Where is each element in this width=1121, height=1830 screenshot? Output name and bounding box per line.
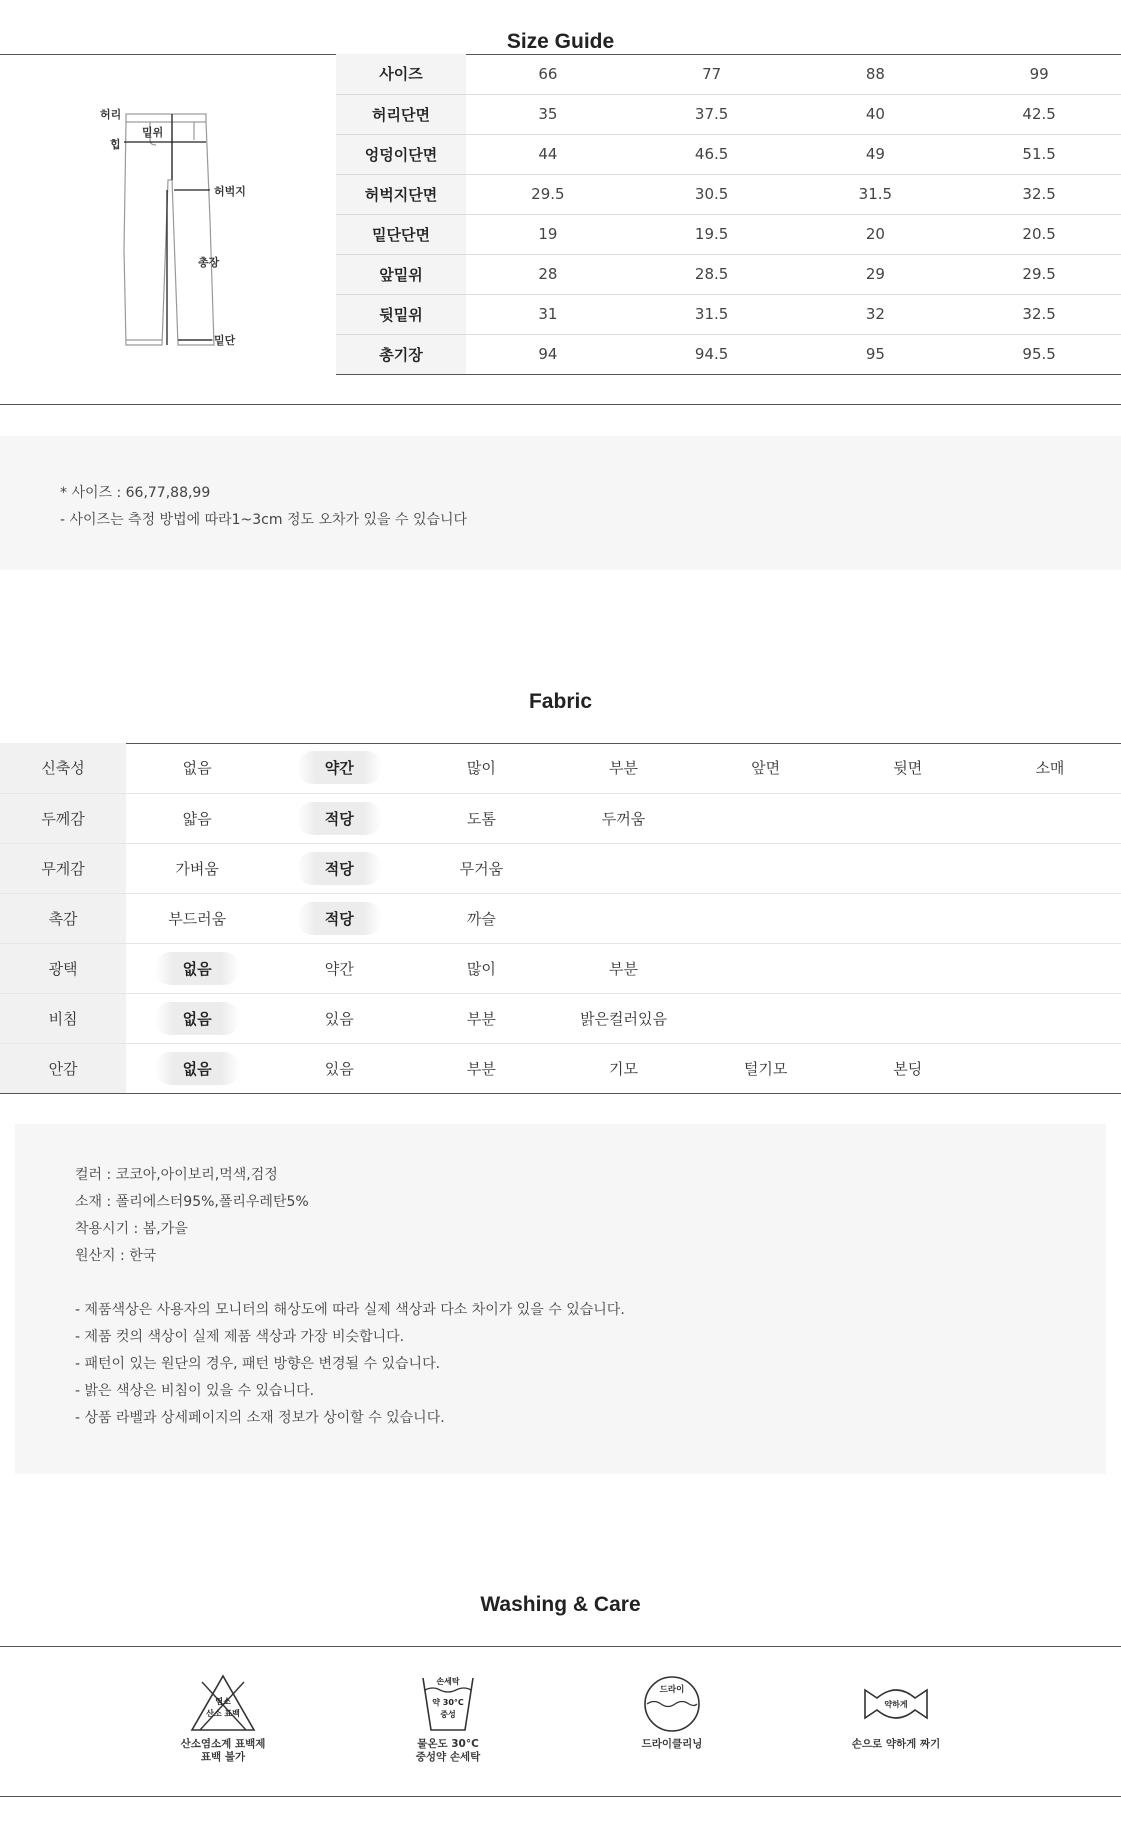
size-notes [0, 436, 1121, 570]
size-cell: 28 [466, 254, 630, 294]
fabric-row [0, 743, 1121, 793]
fabric-option [837, 1043, 979, 1093]
diagram-label-hem: 밑단 [214, 334, 236, 347]
fabric-option-label: 약간 [297, 751, 382, 784]
fabric-option-label: 소매 [1035, 759, 1065, 778]
fabric-option [268, 943, 410, 993]
size-cell: 32.5 [957, 294, 1121, 334]
fabric-row-label: 두께감 [0, 793, 126, 843]
size-row-label: 밑단단면 [336, 214, 466, 254]
diagram-label-hip: 힙 [110, 138, 121, 151]
size-cell: 49 [794, 134, 958, 174]
fabric-option [552, 893, 694, 943]
care-item-gentle-wring [806, 1672, 986, 1751]
fabric-option [837, 993, 979, 1043]
size-cell: 44 [466, 134, 630, 174]
size-table-row [336, 214, 1121, 254]
size-row-label: 엉덩이단면 [336, 134, 466, 174]
size-cell: 95 [794, 334, 958, 374]
size-cell: 29 [794, 254, 958, 294]
size-table [336, 54, 1121, 375]
care-caption-line: 물온도 30°C [417, 1738, 479, 1750]
care-caption-line: 산소염소계 표백제 [180, 1738, 266, 1750]
product-info [15, 1124, 1106, 1474]
size-cell: 28.5 [630, 254, 794, 294]
fabric-option [552, 1043, 694, 1093]
size-cell: 19 [466, 214, 630, 254]
fabric-option-selected [268, 793, 410, 843]
fabric-option [552, 943, 694, 993]
size-cell: 32 [794, 294, 958, 334]
size-table-row [336, 174, 1121, 214]
fabric-option-label: 부드러움 [168, 909, 227, 928]
dry-clean-icon [637, 1672, 707, 1734]
fabric-option-label: 있음 [324, 1009, 354, 1028]
size-cell: 31.5 [630, 294, 794, 334]
size-table-row [336, 94, 1121, 134]
size-cell: 40 [794, 94, 958, 134]
size-cell: 99 [957, 54, 1121, 94]
size-cell: 30.5 [630, 174, 794, 214]
fabric-option-label: 가벼움 [175, 859, 219, 878]
diagram-label-thigh: 허벅지 [214, 185, 246, 198]
fabric-option-selected [268, 893, 410, 943]
fabric-option-selected [126, 943, 268, 993]
fabric-option [410, 943, 552, 993]
care-caption-line: 중성약 손세탁 [415, 1751, 481, 1763]
pants-diagram [90, 100, 270, 370]
size-cell: 46.5 [630, 134, 794, 174]
fabric-row-label: 무게감 [0, 843, 126, 893]
fabric-option [695, 993, 837, 1043]
fabric-option-selected [268, 743, 410, 793]
fabric-row-label: 신축성 [0, 743, 126, 793]
care-symbol-text: 염소 [215, 1697, 231, 1706]
fabric-option [268, 1043, 410, 1093]
size-row-label: 총기장 [336, 334, 466, 374]
care-symbol-text: 중성 [440, 1710, 456, 1719]
fabric-option [979, 843, 1121, 893]
fabric-option [410, 743, 552, 793]
fabric-row [0, 943, 1121, 993]
size-table-row [336, 294, 1121, 334]
fabric-option-label: 기모 [609, 1059, 639, 1078]
fabric-option [837, 793, 979, 843]
care-item-no-bleach [133, 1672, 313, 1764]
size-guide-bottom-rule [0, 404, 1121, 405]
fabric-option-label: 적당 [297, 802, 382, 835]
care-item-hand-wash [358, 1672, 538, 1764]
fabric-option-selected [126, 993, 268, 1043]
fabric-option-label: 부분 [466, 1059, 496, 1078]
care-symbol-text: 산소 표백 [206, 1709, 240, 1718]
info-line: 착용시기 : 봄,가을 [75, 1221, 188, 1237]
notice-line: - 제품색상은 사용자의 모니터의 해상도에 따라 실제 색상과 다소 차이가 있을 수 있습니다. [75, 1302, 625, 1318]
care-caption-line: 손으로 약하게 짜기 [851, 1738, 941, 1750]
fabric-row [0, 1043, 1121, 1093]
size-note-line: * 사이즈 : 66,77,88,99 [60, 485, 211, 501]
fabric-option-label: 많이 [466, 759, 496, 778]
fabric-option [979, 943, 1121, 993]
size-cell: 29.5 [466, 174, 630, 214]
fabric-option [837, 943, 979, 993]
fabric-option-label: 많이 [466, 959, 496, 978]
size-cell: 29.5 [957, 254, 1121, 294]
fabric-title: Fabric [528, 690, 593, 713]
fabric-option [552, 793, 694, 843]
fabric-option [126, 893, 268, 943]
fabric-option [979, 743, 1121, 793]
size-cell: 94.5 [630, 334, 794, 374]
size-cell: 95.5 [957, 334, 1121, 374]
care-symbol-text: 약하게 [884, 1700, 908, 1709]
size-cell: 35 [466, 94, 630, 134]
notice-line: - 상품 라벨과 상세페이지의 소재 정보가 상이할 수 있습니다. [75, 1410, 445, 1426]
fabric-option [268, 993, 410, 1043]
care-caption-line: 드라이클리닝 [641, 1738, 703, 1750]
fabric-option-label: 없음 [182, 759, 212, 778]
info-line: 원산지 : 한국 [75, 1248, 157, 1264]
fabric-option-label: 털기모 [743, 1059, 788, 1078]
fabric-option-label: 없음 [155, 952, 240, 985]
fabric-row [0, 793, 1121, 843]
fabric-option-label: 있음 [324, 1059, 354, 1078]
fabric-option [837, 743, 979, 793]
fabric-option [979, 893, 1121, 943]
fabric-option-label: 얇음 [182, 809, 212, 828]
fabric-table [0, 743, 1121, 1094]
fabric-option [410, 843, 552, 893]
care-top-rule [0, 1646, 1121, 1647]
fabric-option [695, 893, 837, 943]
fabric-row-label: 광택 [0, 943, 126, 993]
care-symbol-text: 드라이 [659, 1685, 685, 1695]
notice-line: - 제품 컷의 색상이 실제 제품 색상과 가장 비슷합니다. [75, 1329, 405, 1345]
info-line: 소재 : 폴리에스터95%,폴리우레탄5% [75, 1194, 309, 1210]
notice-line: - 밝은 색상은 비침이 있을 수 있습니다. [75, 1383, 315, 1399]
no-bleach-icon [188, 1672, 258, 1734]
fabric-option [695, 793, 837, 843]
fabric-option-label: 밝은컬러있음 [580, 1009, 668, 1028]
fabric-row-label: 비침 [0, 993, 126, 1043]
fabric-option [979, 1043, 1121, 1093]
fabric-row-label: 안감 [0, 1043, 126, 1093]
size-cell: 77 [630, 54, 794, 94]
fabric-option-label: 적당 [297, 902, 382, 935]
fabric-option [552, 743, 694, 793]
care-title: Washing & Care [480, 1593, 641, 1616]
fabric-option-selected [268, 843, 410, 893]
size-table-row [336, 134, 1121, 174]
size-cell: 51.5 [957, 134, 1121, 174]
fabric-option [837, 843, 979, 893]
care-symbol-text: 약 30°C [432, 1698, 464, 1707]
fabric-option [410, 793, 552, 843]
size-cell: 42.5 [957, 94, 1121, 134]
fabric-option-label: 뒷면 [893, 759, 923, 778]
size-note-line: - 사이즈는 측정 방법에 따라1~3cm 정도 오차가 있을 수 있습니다 [60, 512, 468, 528]
fabric-option [979, 793, 1121, 843]
size-table-row [336, 334, 1121, 374]
fabric-option-label: 약간 [324, 959, 354, 978]
fabric-option [410, 993, 552, 1043]
size-cell: 20.5 [957, 214, 1121, 254]
fabric-row-label: 촉감 [0, 893, 126, 943]
fabric-option-label: 도톰 [466, 809, 496, 828]
notice-line: - 패턴이 있는 원단의 경우, 패턴 방향은 변경될 수 있습니다. [75, 1356, 441, 1372]
fabric-option [695, 743, 837, 793]
fabric-option-label: 없음 [155, 1002, 240, 1035]
fabric-option [410, 893, 552, 943]
diagram-label-length: 총장 [198, 256, 220, 269]
fabric-option [552, 993, 694, 1043]
fabric-option-label: 두꺼움 [601, 809, 646, 828]
fabric-option-label: 부분 [609, 959, 639, 978]
care-item-dry-clean [582, 1672, 762, 1751]
size-row-label: 사이즈 [336, 54, 466, 94]
fabric-option-label: 부분 [466, 1009, 496, 1028]
size-cell: 20 [794, 214, 958, 254]
fabric-option-label: 까슬 [466, 909, 496, 928]
fabric-option [126, 843, 268, 893]
size-cell: 31 [466, 294, 630, 334]
fabric-option [126, 793, 268, 843]
size-table-row [336, 254, 1121, 294]
fabric-option [126, 743, 268, 793]
fabric-option [695, 943, 837, 993]
fabric-option [837, 893, 979, 943]
fabric-option-label: 무거움 [459, 859, 504, 878]
size-table-row [336, 54, 1121, 94]
size-cell: 94 [466, 334, 630, 374]
gentle-wring-icon [861, 1672, 931, 1734]
size-cell: 19.5 [630, 214, 794, 254]
fabric-option-label: 없음 [155, 1052, 240, 1085]
fabric-option [552, 843, 694, 893]
size-cell: 31.5 [794, 174, 958, 214]
hand-wash-icon [413, 1672, 483, 1734]
fabric-option-label: 적당 [297, 852, 382, 885]
fabric-option-label: 앞면 [751, 759, 781, 778]
size-cell: 32.5 [957, 174, 1121, 214]
size-row-label: 허벅지단면 [336, 174, 466, 214]
size-guide-title: Size Guide [506, 30, 615, 53]
care-bottom-rule [0, 1796, 1121, 1797]
fabric-option [410, 1043, 552, 1093]
fabric-row [0, 893, 1121, 943]
fabric-row [0, 843, 1121, 893]
size-cell: 88 [794, 54, 958, 94]
fabric-option-selected [126, 1043, 268, 1093]
fabric-option [695, 1043, 837, 1093]
fabric-option [695, 843, 837, 893]
size-row-label: 허리단면 [336, 94, 466, 134]
info-line: 컬러 : 코코아,아이보리,먹색,검정 [75, 1167, 278, 1183]
fabric-option-label: 부분 [609, 759, 639, 778]
size-row-label: 뒷밑위 [336, 294, 466, 334]
diagram-label-rise: 밑위 [142, 126, 164, 139]
diagram-label-waist: 허리 [100, 108, 122, 121]
care-caption-line: 표백 불가 [200, 1751, 246, 1763]
fabric-option-label: 본딩 [893, 1059, 923, 1078]
care-symbol-text: 손세탁 [436, 1677, 460, 1686]
fabric-option [979, 993, 1121, 1043]
size-cell: 66 [466, 54, 630, 94]
size-row-label: 앞밑위 [336, 254, 466, 294]
fabric-row [0, 993, 1121, 1043]
size-cell: 37.5 [630, 94, 794, 134]
